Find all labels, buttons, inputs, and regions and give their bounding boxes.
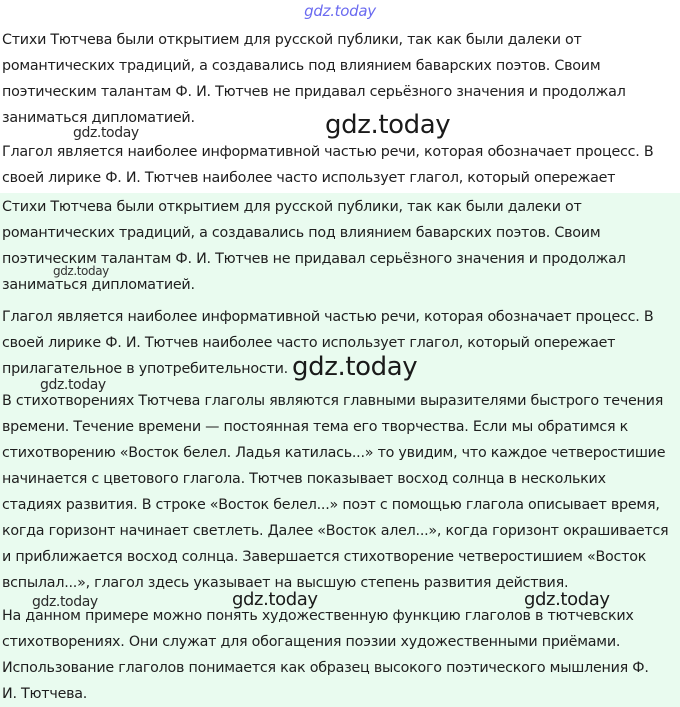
text-line: поэтическим талантам Ф. И. Тютчев не придавал серьёзного значения и продолжал — [2, 84, 626, 100]
watermark: gdz.today — [40, 377, 106, 393]
text-line: когда горизонт начинает светлеть. Далее «Восток алел...», когда горизонт окрашивается — [2, 523, 669, 539]
text-line: и приближается восход солнца. Завершается стихотворение четверостишием «Восток — [2, 549, 647, 565]
text-line: романтических традиций, а создавались под влиянием баварских поэтов. Своим — [2, 225, 601, 241]
text-line: Глагол является наиболее информативной частью речи, которая обозначает процесс. В — [2, 309, 654, 325]
watermark: gdz.today — [524, 589, 610, 610]
text-line: И. Тютчева. — [2, 686, 88, 702]
text-line: Стихи Тютчева были открытием для русской публики, так как были далеки от — [2, 199, 582, 215]
text-line: В стихотворениях Тютчева глаголы являются главными выразителями быстрого течения — [2, 393, 664, 409]
watermark: gdz.today — [325, 110, 451, 140]
text-line: романтических традиций, а создавались под влиянием баварских поэтов. Своим — [2, 58, 601, 74]
answer-paragraph-3 — [2, 388, 678, 596]
text-line: Стихи Тютчева были открытием для русской публики, так как были далеки от — [2, 32, 582, 48]
text-line: прилагательное в употребительности. — [2, 361, 288, 377]
watermark: gdz.today — [53, 264, 109, 278]
question-paragraph-2 — [2, 139, 678, 191]
text-line: начинается с цветового глагола. Тютчев показывает восход солнца в нескольких — [2, 471, 606, 487]
text-line: стадиях развития. В строке «Восток белел...» поэт с помощью глагола описывает время, — [2, 497, 660, 513]
text-line: заниматься дипломатией. — [2, 110, 195, 126]
text-line: времени. Течение времени — постоянная тема его творчества. Если мы обратимся к — [2, 419, 629, 435]
watermark: gdz.today — [32, 594, 98, 610]
text-line: стихотворению «Восток белел. Ладья катилась...» то увидим, что каждое четверостишие — [2, 445, 666, 461]
text-line: На данном примере можно понять художественную функцию глаголов в тютчевских — [2, 608, 634, 624]
text-line: поэтическим талантам Ф. И. Тютчев не придавал серьёзного значения и продолжал — [2, 251, 626, 267]
watermark: gdz.today — [292, 352, 418, 382]
answer-paragraph-1 — [2, 194, 678, 298]
text-line: заниматься дипломатией. — [2, 277, 195, 293]
text-line: Использование глаголов понимается как образец высокого поэтического мышления Ф. — [2, 660, 649, 676]
text-line: своей лирике Ф. И. Тютчев наиболее часто использует глагол, который опережает — [2, 335, 616, 351]
answer-paragraph-4 — [2, 603, 678, 707]
site-header-logo[interactable]: gdz.today — [304, 2, 376, 20]
text-line: своей лирике Ф. И. Тютчев наиболее часто использует глагол, который опережает — [2, 170, 616, 186]
watermark: gdz.today — [73, 125, 139, 141]
text-line: Глагол является наиболее информативной частью речи, которая обозначает процесс. В — [2, 144, 654, 160]
watermark: gdz.today — [232, 589, 318, 610]
text-line: стихотворениях. Они служат для обогащения поэзии художественными приёмами. — [2, 634, 621, 650]
text-line: вспылал...», глагол здесь указывает на высшую степень развития действия. — [2, 575, 569, 591]
